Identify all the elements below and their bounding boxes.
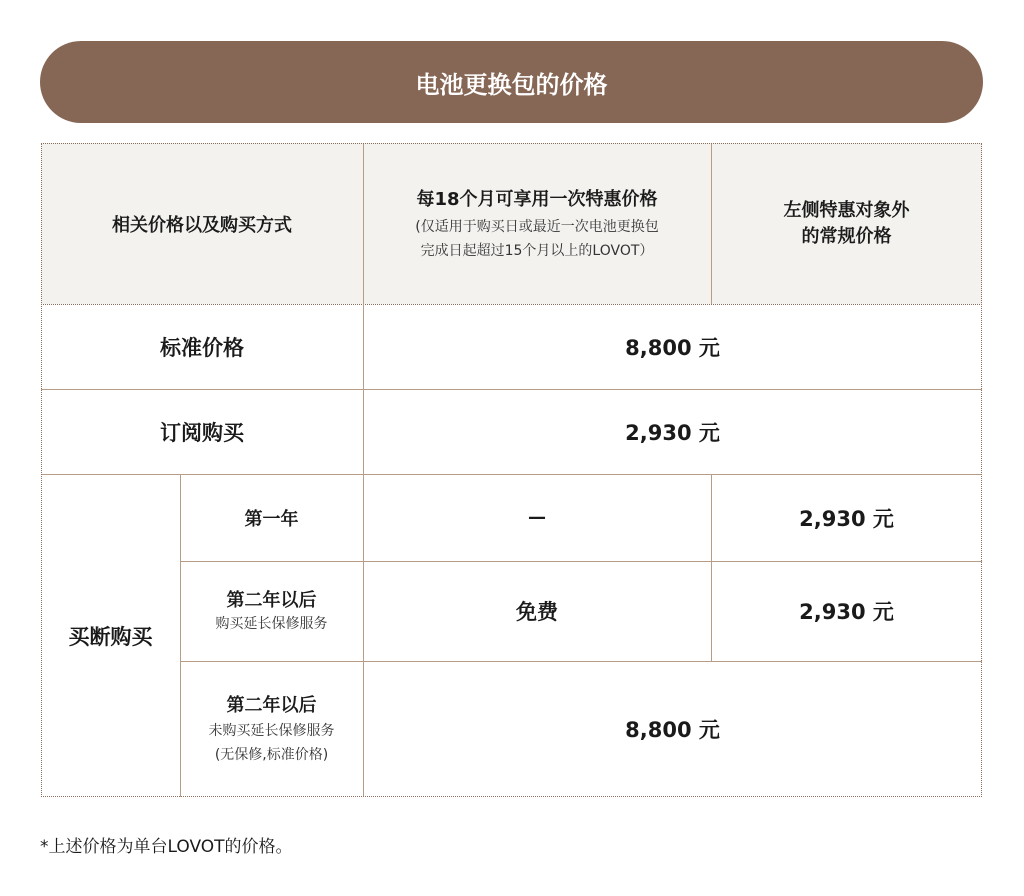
row-divider — [41, 389, 982, 390]
outright-label: 买断购买 — [68, 624, 153, 649]
row-divider — [180, 561, 982, 562]
row-subscription-label-cell — [41, 389, 363, 474]
second-year-warranty-label: 第二年以后 — [226, 590, 317, 611]
column-divider — [363, 143, 364, 797]
first-year-label: 第一年 — [244, 508, 299, 530]
header-divider — [41, 304, 982, 305]
row-standard-label-cell — [41, 304, 363, 389]
header-col2-note-line2: 完成日起超过15个月以上的LOVOT） — [420, 242, 654, 259]
column-divider — [711, 143, 712, 304]
header-col3-line2: 的常规价格 — [801, 225, 892, 247]
second-year-no-warranty-note1: 未购买延长保修服务 — [208, 723, 335, 739]
row-standard-price-cell — [363, 304, 982, 389]
second-year-no-warranty-price-value: 8,800 元 — [625, 718, 720, 742]
first-year-label-cell — [180, 474, 363, 561]
row-outright-label-cell — [41, 474, 180, 797]
header-regular-price — [711, 143, 982, 304]
header-special-price — [363, 143, 711, 304]
header-col2-label: 每18个月可享用一次特惠价格 — [416, 188, 658, 210]
standard-price-value: 8,800 元 — [625, 335, 720, 360]
second-year-warranty-special-value: 免费 — [516, 600, 558, 624]
header-col1-label: 相关价格以及购买方式 — [112, 214, 292, 236]
second-year-no-warranty-label-cell — [180, 661, 363, 797]
subscription-label: 订阅购买 — [160, 420, 244, 445]
first-year-special-cell — [363, 474, 711, 561]
standard-price-label: 标准价格 — [160, 335, 244, 360]
first-year-regular-cell — [711, 474, 982, 561]
header-col3-line1: 左侧特惠对象外 — [783, 199, 910, 221]
row-subscription-price-cell — [363, 389, 982, 474]
second-year-no-warranty-price-cell — [363, 661, 982, 797]
second-year-warranty-note: 购买延长保修服务 — [215, 616, 328, 632]
column-divider — [711, 474, 712, 661]
second-year-warranty-special-cell — [363, 561, 711, 661]
subscription-price-value: 2,930 元 — [625, 420, 720, 445]
row-divider — [180, 661, 982, 662]
header-purchase-method — [41, 143, 363, 304]
title-banner — [40, 41, 983, 123]
header-col2-note-line1: (仅适用于购买日或最近一次电池更换包 — [415, 218, 659, 235]
first-year-special-value: — — [528, 507, 546, 528]
second-year-warranty-label-cell — [180, 561, 363, 661]
second-year-warranty-regular-cell — [711, 561, 982, 661]
column-divider — [180, 474, 181, 797]
page-title: 电池更换包的价格 — [415, 70, 608, 99]
second-year-warranty-regular-value: 2,930 元 — [799, 600, 894, 624]
second-year-no-warranty-note2: (无保修,标准价格) — [214, 747, 329, 763]
first-year-regular-value: 2,930 元 — [799, 506, 894, 531]
footnote: *上述价格为单台LOVOT的价格。 — [40, 837, 293, 857]
price-table — [41, 143, 982, 797]
row-divider — [41, 474, 982, 475]
second-year-no-warranty-label: 第二年以后 — [226, 695, 317, 716]
